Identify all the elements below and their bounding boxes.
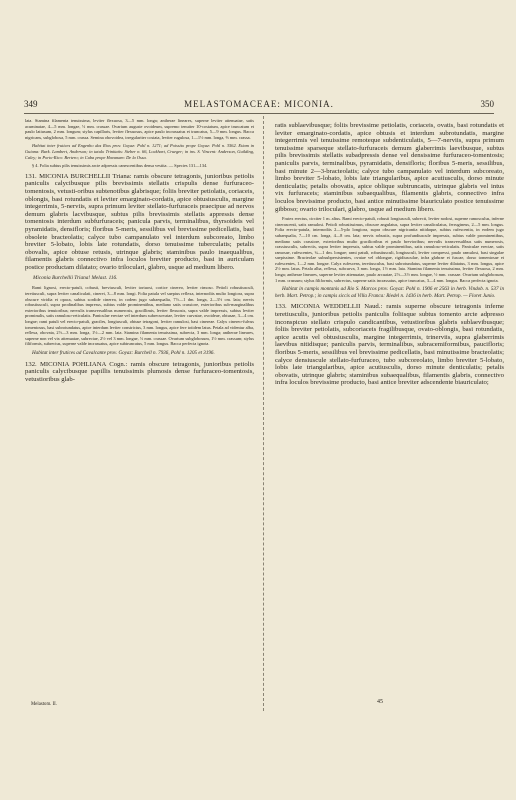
page-number-right: 350 <box>480 99 494 109</box>
page-number-left: 349 <box>24 99 38 109</box>
column-divider <box>263 116 264 711</box>
diagnosis-continued: ratis sublaevibusque; foliis brevissime petiolatis, coriaceis, ovatis, basi rotundatis et leviter emarginato-cordatis, apice obtusis et interdum subrotundatis, margine integerrimis vel tenuissime remoteque subdenticulatis, 5—7-nerviis, supra primum tenuissime sparseque stellato-furfuraceis demum glaberrimis laevibusque, subtus pilis brevissimis stellatis subadpressis dense vel densissime furfuraceo-tomentosis; paniculis parvis, terminalibus, pyramidatis, densifloris; floribus 5-meris, sessilibus, basi minute 2—3-bracteolatis; calyce tubo campanulato vel interdum subcoreato, limbo breviter 5-lobato, lobis late triangularibus, apice acutiusculis, dorso minute denticulatis; petalis obovatis, apice oblique subtruncatis, utrinque glabris vel intus vix furfuraceis; staminibus subaequalibus, filamentis glabris, connectivo infra loculos brevissime producto, basi antice minutissime biauriculato postice tenuissime gibboso; ovario triloculari, glabro, usque ad medium libero. <box>275 122 504 213</box>
running-title: MELASTOMACEAE: MICONIA. <box>184 99 334 109</box>
description-paragraph: Rami lignosi, erecto-patuli, cobusti, breviusculi, leviter tortuosi, cortice cinereo, leviter rimoso. Petioli robustiusculi, teretiusculi, supra leviter canaliculati, cinerei, 3—8 mm. longi. Folia patula vel saepius reflexa, internodiis multo longiora, supra obscure viridia et opaca, subtus sordide cinerea, in codem jugo subaequalia, 7½—1 dm. longa, 2—3½ cm. lata; nervis robustiusculi, supra prodinalibus impresss, subtus valde prominentibus, mediano satis crassiore, exterioribus sub-marginalibus exterioribus tenuioribus; nervulis transversalibus numerosis, gracillimis, leviter flexuosis, supra valde impressis, subtus leviter prominulis, satis ramuloso-reticulatis. Paniculae erectae vel interdum subrecurvatae, leviter curvatae, ovoideae, obtusae, 3—4 cm. longae; rami patuli vel erecto-patuli, graciles, longiusculi, obtuse tetragoni, leviter ramulosi, basi cinereae. Calyx cinereo-fulvus tomentosus, basi subrotundatus, apice interdum leviter constrictus, 3 mm. longus, apice fere totidem latus. Petala ad videntur alba, reflexa, obovata, 2½—3 mm. longa, 1½—2 mm. lata. Stamina filamenta tenuissima, subrecta, 3 mm. longa; antherae lineares, superne non vel vix attenuatae, subrectae, 2½ vel 3 mm. longae, ⅓ mm. crassae. Ovarium subglobosum, 1½ mm. crassum; stylus filiformis, subrectus, superne valde incrassatus, apice subtruncatus, 5 mm. longus. Bacca perfecta ignota. <box>25 285 254 347</box>
right-column <box>275 118 504 390</box>
habitat-paragraph: Habitat inter frutices ad Cavalcante prov. Goyaz: Burchell n. 7936, Pohl n. 1205 et 3196. <box>32 350 215 356</box>
section-note: § 4. Folia subtus pilis tenuissimis arcte adpressis canescentibus densa vestita. — Species 131—134. <box>32 163 208 169</box>
running-header <box>24 99 494 113</box>
species-heading-132: 132. MICONIA POHLIANA Cogn.: ramis obscure tetragonis, junioribus petiolis paniculis calycibusque papillis tenuissimis plumosis dense furfuraceo-tomentosis, vetustioribus glab- <box>25 360 254 383</box>
left-column <box>25 118 254 386</box>
species-heading-133: 133. MICONIA WEDDELLII Naud.: ramis superne obscure tetragonis inferne teretiusculis, junioribus petiolis paniculis foliisque subtus tomento arcte adpresso inconspicuo stellato crispulo candicantibus, vetustioribus glabris sublaevibusque; foliis breviter petiolatis, subcoriaceis fragilibusque, ovato-oblongis, basi rotundatis, apice acutis vel obtusiusculis, margine integerrimis, trinerviis, supra glaberrimis laevibus nitidisque; paniculis parvis, terminalibus, subracemiformibus, paucifloris; floribus 5-meris, sessilibus vel brevissime pedicellatis, basi minutissime bracteolatis; calyce densiuscule stellato-furfuraceo, tubo subcoreolato, limbo breviter 5-lobato, lobis late triangularibus, apice acutiusculis, dorso minute denticulatis; petalis obovatis, utrinque glabris; staminibus subaequalibus, filamentis glabris, connectivo infra loculos brevissime producto, basi antice breviter adscendente biauriculato; <box>275 303 504 387</box>
species-heading-131: 131. MICONIA BURCHELLII Triana: ramis obscure tetragonis, junioribus petiolis paniculis calycibusque pilis brevissimis stellatis crispulis dense furfuraceo-tomentosis, vetusti-oribus subtenotibus glabrisque; foliis breviter petiolatis, coriaceis, oblongis, basi rotundatis et leviter emarginato-cordatis, apice obtusiusculis, margine integerrimis, 5-nerviis, supra primum leviter stellato-furfuraceis praecipue ad nervos demum glabris lacvibusque, subtus pilis brevissimis stellatis appressis dense tomentosis interdum subfurfuraceis; panicula parvis, terminalibus, thyrsoideis vel pyramidatis, densifloris; floribus 5-meris, sessilibus vel brevissime pedicellatis, basi obsolete bracteolatis; calyce tubo campanulato vel interdum subcoreato, limbo breviter 5-lobato, lobis late rotundatis, dorso tenuissime tuberculatis; petalis obovalis, apice obtuse retusis, utrinque glabris; staminibus paulo inaequalibus, filamentis glabris connectivo infra loculos breviter producto, basi in auriculam postice productam dilatato; ovario triloculari, glabro, usque ad medium libero. <box>25 172 254 271</box>
header-rule <box>24 113 494 114</box>
habitat-paragraph: Habitat inter frutices ad Engenho das Rios prov. Goyaz: Pohl n. 1271; ad Poissito prope Goyaz: Pohl n. 3562. Etiam in Guiana: Burk. Lambert, Anderson; in tatulo Trinitatis: Sieber n. 66, Lockhart, Crueger; in ins. S. Vincent: Anderson, Guilding, Caley; in Porto-Rico: Bertero; in Cuba prope Havanam: De la Ossa. <box>25 143 254 160</box>
synonym-citation: Miconia Burchellii Triana! Melast. 116. <box>33 275 118 282</box>
description-paragraph: Frutex erectus, circiter 1 m. altus. Rami erecto-patuli, robusti longiusculi, subrecti, leviter nodosi, superne ramosculus, inferne cinerascenti, satis ramulosi. Petioli robustissimus, obscure angulatus, supra leviter canaliculatus, ferrugineus, 2—5 mm. longus. Folia erecto-patula, internodiis 2—5-plo longiora, supra obscure nigricantia nitidaque, subtus rufescentia, in eodem jugo subaequalia, 7—10 cm. longa, 4—8 cm. lata; nervis robustis, supra profundiuscule impressis, subtus valde prominentibus, mediano satis crassiore, exterioribus multo gracilioribus et paulo brevioribus; nervulis transversalibus satis numerosis, crassiusculis, subrectis, supra leviter impressis, subtus valde prominentibus, satis ramuloso-reticulatis. Paniculae erectae, satis ramosae, rufescentes, ¾—1 dm. longae; rami patuli, robustiusculi, longiusculi, leviter compressi, paulo ramulosi, basi singulae saepissime. Bracteolae subsubpersistentes, ovatae vel oblongae, rigidiusculae, infra glabrae et fuscae, dorso tomentosae et rufescentes, 1—2 mm. longae. Calyx rufescens, teretiusculus, basi subrotundatus, superne leviter dilatatus, 3 mm. longus, apice 2½ mm. latus. Petala alba, reflexa, subcurva, 3 mm. longa, 1½ mm. lata. Stamina filamenta tenuissima, leviter flexuosa, 2 mm. longa; antherae lineares, superne leviter attenuatae, paulo arcuatae, 2½—3½ mm. longae, ½ mm. crassae. Ovarium subglobosum, 1 mm. crassum; stylus filiformis, subrectus, superne satis incrassatus, apice truncatus, 3—4 mm. longus. Bacca perfecta ignota. <box>275 216 504 283</box>
habitat-paragraph: Habitat in campis montanis ad Rio S. Marcos prov. Goyaz: Pohl n. 1906 et 2563 in herb. Vindob. n. 537 in herb. Mart. Petrop.; in campis siccis ad Villa Franca: Riedel n. 1436 in herb. Mart. Petrop. — Floret Junio. <box>275 286 504 299</box>
sheet-number: 45 <box>377 699 383 705</box>
signature-mark: Melastom. II. <box>31 702 57 707</box>
description-paragraph: lata. Stamina filamenta tenuissima, leviter flexuosa, 3—5 mm. longa; antherae lineares, superne leviter attenuatae, satis acuminatae, 4—5 mm. longae, ⅓ mm. crassae. Ovarium auguste ovoideum, supremo tenuiter 10-costatum, apice truncatum et paulo latiusum, 2 mm. longum; stylus capillaris, leviter flexuosus, apice paulo incrassatus et truncatus, 5—9 mm. longus. Bacca nigricans, subglobosa, 5 mm. crassa. Semina obovoidea, irregulariter costata, leviter rugulosa, 1—1½ mm. longa, ⅔ mm. crassa. <box>25 118 254 140</box>
